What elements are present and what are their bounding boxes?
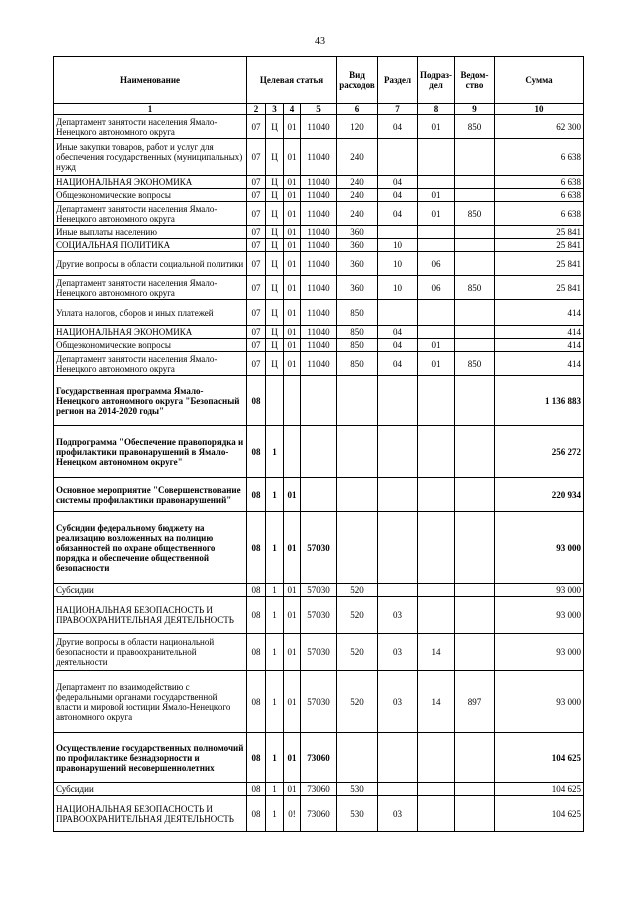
subsection <box>418 239 455 252</box>
row-name: Основное мероприятие "Совершенствование системы профилактики правонарушений" <box>54 478 247 512</box>
section: 03 <box>378 597 418 634</box>
target-event: 0! <box>284 796 301 832</box>
expense-type: 850 <box>337 352 378 376</box>
amount: 93 000 <box>495 512 584 584</box>
table-row <box>54 671 584 733</box>
section: 10 <box>378 252 418 276</box>
target-event: 01 <box>284 326 301 339</box>
amount: 104 625 <box>495 796 584 832</box>
target-subprogram: 1 <box>266 783 284 796</box>
amount: 414 <box>495 352 584 376</box>
target-direction: 73060 <box>301 783 337 796</box>
row-name: Департамент занятости населения Ямало-Ненецкого автономного округа <box>54 202 247 226</box>
column-number: 1 <box>54 104 247 115</box>
target-program: 08 <box>247 426 266 478</box>
column-number-row <box>54 104 584 115</box>
target-program: 07 <box>247 226 266 239</box>
target-program: 08 <box>247 783 266 796</box>
target-subprogram: Ц <box>266 300 284 326</box>
expense-type: 360 <box>337 239 378 252</box>
section <box>378 226 418 239</box>
row-name: Уплата налогов, сборов и иных платежей <box>54 300 247 326</box>
table-row <box>54 426 584 478</box>
amount: 6 638 <box>495 139 584 176</box>
table-row <box>54 783 584 796</box>
table-row <box>54 352 584 376</box>
row-name: НАЦИОНАЛЬНАЯ БЕЗОПАСНОСТЬ И ПРАВООХРАНИТЕЛЬНАЯ ДЕЯТЕЛЬНОСТЬ <box>54 597 247 634</box>
target-direction: 57030 <box>301 584 337 597</box>
expense-type <box>337 733 378 783</box>
target-subprogram: Ц <box>266 339 284 352</box>
row-name: Общеэкономические вопросы <box>54 339 247 352</box>
amount: 25 841 <box>495 252 584 276</box>
subsection: 01 <box>418 189 455 202</box>
target-event: 01 <box>284 733 301 783</box>
amount: 6 638 <box>495 176 584 189</box>
target-program: 07 <box>247 176 266 189</box>
table-row <box>54 478 584 512</box>
target-direction: 11040 <box>301 300 337 326</box>
row-name: Другие вопросы в области национальной безопасности и правоохранительной деятельности <box>54 634 247 671</box>
table-row <box>54 300 584 326</box>
table-row <box>54 512 584 584</box>
column-number: 7 <box>378 104 418 115</box>
department-code <box>455 189 495 202</box>
column-number: 10 <box>495 104 584 115</box>
target-subprogram: Ц <box>266 239 284 252</box>
target-program: 08 <box>247 376 266 426</box>
table-row <box>54 326 584 339</box>
section <box>378 478 418 512</box>
target-direction: 57030 <box>301 512 337 584</box>
target-event: 01 <box>284 276 301 300</box>
row-name: Осуществление государственных полномочий по профилактике безнадзорности и правонарушений несовершеннолетних <box>54 733 247 783</box>
target-subprogram: Ц <box>266 352 284 376</box>
expense-type: 240 <box>337 139 378 176</box>
target-event: 01 <box>284 352 301 376</box>
department-code <box>455 426 495 478</box>
row-name: Иные закупки товаров, работ и услуг для обеспечения государственных (муниципальных) нужд <box>54 139 247 176</box>
expense-type: 850 <box>337 326 378 339</box>
subsection <box>418 796 455 832</box>
section: 04 <box>378 326 418 339</box>
department-code <box>455 796 495 832</box>
table-row <box>54 634 584 671</box>
expense-type <box>337 512 378 584</box>
target-event: 01 <box>284 634 301 671</box>
target-direction: 11040 <box>301 176 337 189</box>
target-subprogram: 1 <box>266 597 284 634</box>
column-number: 6 <box>337 104 378 115</box>
table-row <box>54 189 584 202</box>
subsection: 14 <box>418 634 455 671</box>
target-direction: 11040 <box>301 189 337 202</box>
section: 04 <box>378 339 418 352</box>
table-row <box>54 796 584 832</box>
subsection <box>418 300 455 326</box>
amount: 62 300 <box>495 115 584 139</box>
row-name: НАЦИОНАЛЬНАЯ ЭКОНОМИКА <box>54 326 247 339</box>
header-podrazdel: Подраз-дел <box>418 57 455 104</box>
target-direction <box>301 376 337 426</box>
target-subprogram: Ц <box>266 326 284 339</box>
department-code <box>455 326 495 339</box>
subsection <box>418 426 455 478</box>
department-code <box>455 226 495 239</box>
table-row <box>54 202 584 226</box>
target-program: 07 <box>247 202 266 226</box>
row-name: Субсидии <box>54 783 247 796</box>
target-direction: 11040 <box>301 352 337 376</box>
target-event: 01 <box>284 597 301 634</box>
amount: 25 841 <box>495 226 584 239</box>
target-subprogram: 1 <box>266 512 284 584</box>
target-subprogram: Ц <box>266 176 284 189</box>
department-code <box>455 783 495 796</box>
column-number: 4 <box>284 104 301 115</box>
subsection <box>418 733 455 783</box>
target-subprogram: 1 <box>266 671 284 733</box>
expense-type: 530 <box>337 783 378 796</box>
section <box>378 512 418 584</box>
department-code <box>455 139 495 176</box>
target-program: 08 <box>247 478 266 512</box>
subsection <box>418 478 455 512</box>
amount: 6 638 <box>495 189 584 202</box>
target-event <box>284 376 301 426</box>
target-direction: 11040 <box>301 226 337 239</box>
target-program: 07 <box>247 252 266 276</box>
column-number: 5 <box>301 104 337 115</box>
expense-type <box>337 478 378 512</box>
target-program: 08 <box>247 584 266 597</box>
department-code <box>455 176 495 189</box>
target-program: 08 <box>247 671 266 733</box>
amount: 256 272 <box>495 426 584 478</box>
expense-type: 850 <box>337 339 378 352</box>
row-name: Подпрограмма "Обеспечение правопорядка и профилактики правонарушений в Ямало-Ненецком автономном округе" <box>54 426 247 478</box>
header-vid: Вид расходов <box>337 57 378 104</box>
section <box>378 300 418 326</box>
target-direction: 11040 <box>301 339 337 352</box>
section: 04 <box>378 189 418 202</box>
target-subprogram <box>266 376 284 426</box>
target-subprogram: 1 <box>266 634 284 671</box>
subsection: 01 <box>418 352 455 376</box>
column-number: 9 <box>455 104 495 115</box>
target-direction: 11040 <box>301 115 337 139</box>
column-number: 2 <box>247 104 266 115</box>
header-summa: Сумма <box>495 57 584 104</box>
page-number: 43 <box>315 36 325 47</box>
target-program: 07 <box>247 326 266 339</box>
table-row <box>54 733 584 783</box>
department-code <box>455 478 495 512</box>
target-direction: 73060 <box>301 733 337 783</box>
amount: 93 000 <box>495 671 584 733</box>
header-target: Целевая статья <box>247 57 337 104</box>
department-code <box>455 584 495 597</box>
target-subprogram: 1 <box>266 584 284 597</box>
subsection: 01 <box>418 115 455 139</box>
table-row <box>54 584 584 597</box>
subsection <box>418 376 455 426</box>
target-event: 01 <box>284 783 301 796</box>
section: 04 <box>378 115 418 139</box>
amount: 104 625 <box>495 733 584 783</box>
expense-type: 520 <box>337 634 378 671</box>
row-name: Субсидии федеральному бюджету на реализацию возложенных на полицию обязанностей по охране общественного порядка и обеспечение общественной безопасности <box>54 512 247 584</box>
expense-type <box>337 376 378 426</box>
section: 03 <box>378 796 418 832</box>
target-direction: 57030 <box>301 597 337 634</box>
target-direction: 11040 <box>301 139 337 176</box>
department-code <box>455 733 495 783</box>
expense-type: 520 <box>337 671 378 733</box>
expense-type: 520 <box>337 584 378 597</box>
section: 03 <box>378 634 418 671</box>
subsection: 01 <box>418 202 455 226</box>
target-direction: 57030 <box>301 671 337 733</box>
expense-type: 520 <box>337 597 378 634</box>
header-vedomstvo: Ведом-ство <box>455 57 495 104</box>
table-row <box>54 339 584 352</box>
row-name: Департамент занятости населения Ямало-Ненецкого автономного округа <box>54 276 247 300</box>
target-program: 07 <box>247 115 266 139</box>
target-direction: 57030 <box>301 634 337 671</box>
target-program: 07 <box>247 352 266 376</box>
subsection <box>418 139 455 176</box>
target-program: 07 <box>247 339 266 352</box>
target-program: 08 <box>247 597 266 634</box>
department-code: 897 <box>455 671 495 733</box>
target-subprogram: Ц <box>266 189 284 202</box>
row-name: НАЦИОНАЛЬНАЯ БЕЗОПАСНОСТЬ И ПРАВООХРАНИТЕЛЬНАЯ ДЕЯТЕЛЬНОСТЬ <box>54 796 247 832</box>
department-code: 850 <box>455 352 495 376</box>
target-event: 01 <box>284 139 301 176</box>
department-code <box>455 376 495 426</box>
section: 10 <box>378 239 418 252</box>
section: 03 <box>378 671 418 733</box>
expense-type: 120 <box>337 115 378 139</box>
table-row <box>54 597 584 634</box>
target-direction: 11040 <box>301 252 337 276</box>
row-name: Иные выплаты населению <box>54 226 247 239</box>
target-direction <box>301 426 337 478</box>
table-row <box>54 376 584 426</box>
table-row <box>54 276 584 300</box>
target-subprogram: 1 <box>266 733 284 783</box>
target-program: 07 <box>247 189 266 202</box>
amount: 1 136 883 <box>495 376 584 426</box>
section <box>378 376 418 426</box>
section: 04 <box>378 176 418 189</box>
target-program: 07 <box>247 276 266 300</box>
subsection <box>418 584 455 597</box>
column-number: 3 <box>266 104 284 115</box>
expense-type: 850 <box>337 300 378 326</box>
expense-type: 240 <box>337 202 378 226</box>
target-event: 01 <box>284 252 301 276</box>
section <box>378 783 418 796</box>
column-number: 8 <box>418 104 455 115</box>
amount: 220 934 <box>495 478 584 512</box>
amount: 25 841 <box>495 276 584 300</box>
target-event: 01 <box>284 226 301 239</box>
section <box>378 584 418 597</box>
table-row <box>54 139 584 176</box>
amount: 6 638 <box>495 202 584 226</box>
budget-table <box>53 56 584 832</box>
table-row <box>54 176 584 189</box>
row-name: Другие вопросы в области социальной политики <box>54 252 247 276</box>
target-program: 07 <box>247 139 266 176</box>
row-name: Департамент по взаимодействию с федеральными органами государственной власти и мировой юстиции Ямало-Ненецкого автономного округа <box>54 671 247 733</box>
amount: 414 <box>495 300 584 326</box>
header-row <box>54 57 584 104</box>
subsection <box>418 326 455 339</box>
target-subprogram: Ц <box>266 139 284 176</box>
target-event: 01 <box>284 176 301 189</box>
expense-type: 360 <box>337 226 378 239</box>
target-event: 01 <box>284 202 301 226</box>
target-subprogram: Ц <box>266 252 284 276</box>
target-subprogram: Ц <box>266 115 284 139</box>
subsection: 01 <box>418 339 455 352</box>
target-event: 01 <box>284 115 301 139</box>
header-razdel: Раздел <box>378 57 418 104</box>
expense-type: 240 <box>337 189 378 202</box>
target-program: 08 <box>247 733 266 783</box>
amount: 104 625 <box>495 783 584 796</box>
target-event: 01 <box>284 478 301 512</box>
target-direction: 11040 <box>301 276 337 300</box>
target-event: 01 <box>284 584 301 597</box>
row-name: Департамент занятости населения Ямало-Ненецкого автономного округа <box>54 352 247 376</box>
target-subprogram: Ц <box>266 226 284 239</box>
section <box>378 426 418 478</box>
target-event: 01 <box>284 239 301 252</box>
table-row <box>54 239 584 252</box>
department-code <box>455 634 495 671</box>
expense-type <box>337 426 378 478</box>
target-event: 01 <box>284 300 301 326</box>
table-row <box>54 115 584 139</box>
amount: 93 000 <box>495 634 584 671</box>
target-program: 08 <box>247 796 266 832</box>
section: 04 <box>378 202 418 226</box>
subsection <box>418 783 455 796</box>
target-event: 01 <box>284 671 301 733</box>
amount: 414 <box>495 339 584 352</box>
amount: 25 841 <box>495 239 584 252</box>
target-event <box>284 426 301 478</box>
department-code: 850 <box>455 276 495 300</box>
subsection <box>418 226 455 239</box>
target-direction <box>301 478 337 512</box>
target-direction: 11040 <box>301 326 337 339</box>
target-subprogram: 1 <box>266 478 284 512</box>
target-program: 07 <box>247 300 266 326</box>
row-name: Департамент занятости населения Ямало-Ненецкого автономного округа <box>54 115 247 139</box>
subsection: 06 <box>418 276 455 300</box>
section: 04 <box>378 352 418 376</box>
subsection <box>418 176 455 189</box>
department-code: 850 <box>455 115 495 139</box>
subsection <box>418 512 455 584</box>
target-direction: 11040 <box>301 239 337 252</box>
expense-type: 360 <box>337 276 378 300</box>
amount: 93 000 <box>495 584 584 597</box>
row-name: Общеэкономические вопросы <box>54 189 247 202</box>
department-code <box>455 239 495 252</box>
department-code <box>455 512 495 584</box>
table-row <box>54 252 584 276</box>
department-code <box>455 252 495 276</box>
target-program: 07 <box>247 239 266 252</box>
expense-type: 240 <box>337 176 378 189</box>
section: 10 <box>378 276 418 300</box>
amount: 93 000 <box>495 597 584 634</box>
department-code <box>455 300 495 326</box>
row-name: НАЦИОНАЛЬНАЯ ЭКОНОМИКА <box>54 176 247 189</box>
target-event: 01 <box>284 339 301 352</box>
row-name: Субсидии <box>54 584 247 597</box>
row-name: Государственная программа Ямало-Ненецкого автономного округа "Безопасный регион на 2014-2020 годы" <box>54 376 247 426</box>
expense-type: 360 <box>337 252 378 276</box>
target-subprogram: 1 <box>266 796 284 832</box>
section <box>378 733 418 783</box>
subsection: 06 <box>418 252 455 276</box>
target-direction: 73060 <box>301 796 337 832</box>
header-name: Наименование <box>54 57 247 104</box>
target-program: 08 <box>247 512 266 584</box>
department-code: 850 <box>455 202 495 226</box>
target-subprogram: 1 <box>266 426 284 478</box>
target-event: 01 <box>284 189 301 202</box>
department-code <box>455 339 495 352</box>
target-direction: 11040 <box>301 202 337 226</box>
target-subprogram: Ц <box>266 276 284 300</box>
target-subprogram: Ц <box>266 202 284 226</box>
subsection: 14 <box>418 671 455 733</box>
expense-type: 530 <box>337 796 378 832</box>
section <box>378 139 418 176</box>
department-code <box>455 597 495 634</box>
row-name: СОЦИАЛЬНАЯ ПОЛИТИКА <box>54 239 247 252</box>
target-program: 08 <box>247 634 266 671</box>
subsection <box>418 597 455 634</box>
table-row <box>54 226 584 239</box>
amount: 414 <box>495 326 584 339</box>
target-event: 01 <box>284 512 301 584</box>
